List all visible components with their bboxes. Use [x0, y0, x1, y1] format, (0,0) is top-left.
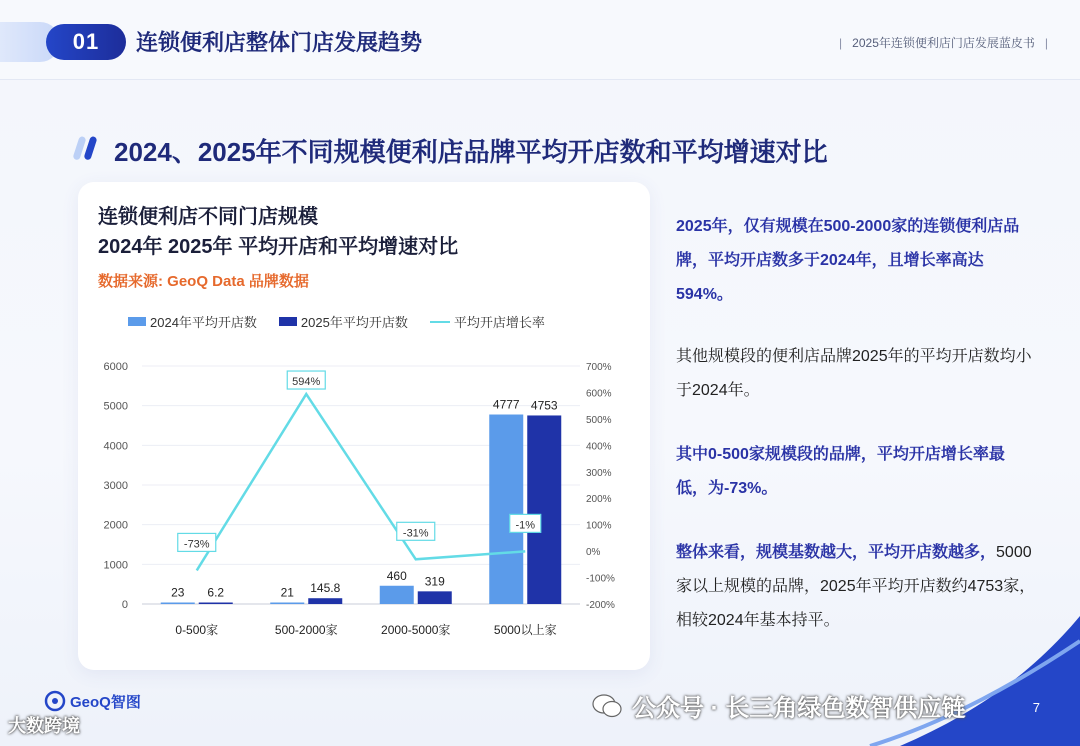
bar-value-label: 4753	[530, 398, 558, 413]
y-left-tick-label: 2000	[103, 519, 128, 532]
bar-2024	[161, 603, 195, 605]
insight-paragraph-2: 其他规模段的便利店品牌2025年的平均开店数均小于2024年。	[676, 348, 1032, 399]
bar-value-label: 145.8	[310, 581, 341, 596]
y-left-tick-label: 1000	[103, 559, 128, 572]
x-category-label: 500-2000家	[274, 623, 338, 637]
page-heading: 2024、2025年不同规模便利店品牌平均开店数和平均增速对比	[114, 137, 828, 167]
y-left-tick-label: 5000	[103, 400, 128, 413]
section-number-badge: 01	[46, 24, 126, 60]
page-number: 7	[1032, 700, 1040, 715]
y-right-tick-label: 500%	[586, 414, 612, 426]
legend-item-2025	[279, 312, 408, 331]
bar-2024	[489, 415, 523, 604]
growth-line	[197, 394, 526, 570]
legend-label-2025: 2025年平均开店数	[300, 315, 408, 330]
y-right-tick-label: 400%	[586, 441, 612, 453]
y-left-tick-label: 3000	[103, 480, 128, 492]
bar-value-label: 6.2	[207, 585, 225, 600]
geoq-logo-text: GeoQ智图	[70, 693, 141, 711]
bar-2025	[199, 603, 233, 605]
chart-legend	[128, 312, 545, 331]
geoq-logo	[44, 690, 141, 712]
x-category-label: 2000-5000家	[381, 623, 451, 637]
bar-value-label: 23	[171, 585, 185, 600]
y-left-tick-label: 0	[121, 599, 128, 611]
wechat-icon	[592, 693, 622, 719]
chart-title-line2: 2024年 2025年 平均开店和平均增速对比	[98, 236, 459, 258]
legend-swatch-growth	[430, 321, 450, 323]
x-category-label: 0-500家	[175, 623, 219, 637]
y-left-tick-label: 6000	[103, 361, 128, 373]
geoq-logo-icon	[44, 690, 66, 712]
y-right-tick-label: 700%	[586, 362, 612, 373]
growth-value-label: -1%	[515, 519, 536, 532]
y-right-tick-label: 200%	[586, 494, 612, 506]
legend-item-2024	[128, 312, 257, 331]
watermark-right-text: 公众号 · 长三角绿色数智供应链	[632, 695, 966, 722]
combo-chart	[90, 350, 630, 650]
bar-value-label: 21	[280, 585, 294, 600]
y-right-tick-label: 100%	[586, 520, 612, 532]
y-right-tick-label: -100%	[586, 573, 615, 585]
heading-slash-icon	[72, 132, 100, 164]
bar-2025	[418, 591, 452, 604]
legend-label-growth: 平均开店增长率	[453, 315, 545, 330]
bar-2025	[527, 415, 561, 604]
separator-left: |	[839, 36, 843, 50]
y-right-tick-label: -200%	[586, 600, 615, 611]
legend-swatch-2024	[128, 317, 146, 326]
growth-value-label: -31%	[402, 527, 429, 540]
separator-right: |	[1044, 36, 1048, 50]
insight-paragraph-1: 2025年，仅有规模在500-2000家的连锁便利店品牌，平均开店数多于2024年，且增长率高达594%。	[676, 218, 1020, 303]
growth-value-label: -73%	[183, 538, 210, 551]
bar-value-label: 4777	[492, 397, 520, 412]
y-left-tick-label: 4000	[103, 440, 128, 453]
chart-title-line1: 连锁便利店不同门店规模	[98, 206, 318, 228]
y-right-tick-label: 300%	[586, 467, 612, 479]
chart-title	[98, 202, 458, 262]
data-source: 数据来源: GeoQ Data 品牌数据	[98, 273, 309, 290]
legend-swatch-2025	[279, 317, 297, 326]
y-right-tick-label: 0%	[586, 547, 601, 559]
insight-paragraph-4-normal: 5000家以上规模的品牌，2025年平均开店数约4753家，相较2024年基本持平。	[676, 544, 1036, 629]
legend-item-growth	[430, 312, 545, 331]
x-category-label: 5000以上家	[493, 623, 557, 637]
bar-2024	[270, 603, 304, 605]
section-title: 连锁便利店整体门店发展趋势	[136, 30, 423, 55]
y-right-tick-label: 600%	[586, 388, 612, 400]
growth-value-label: 594%	[292, 376, 321, 389]
watermark-left: 大数跨境	[8, 716, 80, 736]
bar-value-label: 460	[386, 568, 407, 583]
bar-value-label: 319	[424, 574, 445, 589]
watermark-right	[592, 688, 965, 723]
insight-paragraph-3: 其中0-500家规模段的品牌，平均开店增长率最低，为-73%。	[676, 446, 1005, 497]
corner-swoosh-decoration	[860, 596, 1080, 746]
report-name-text: 2025年连锁便利店门店发展蓝皮书	[852, 36, 1035, 50]
insight-paragraph-4-bold: 整体来看，规模基数越大，平均开店数越多，	[676, 544, 997, 561]
bar-2025	[308, 598, 342, 604]
legend-label-2024: 2024年平均开店数	[150, 315, 257, 330]
report-name	[829, 34, 1058, 51]
bar-2024	[380, 586, 414, 604]
